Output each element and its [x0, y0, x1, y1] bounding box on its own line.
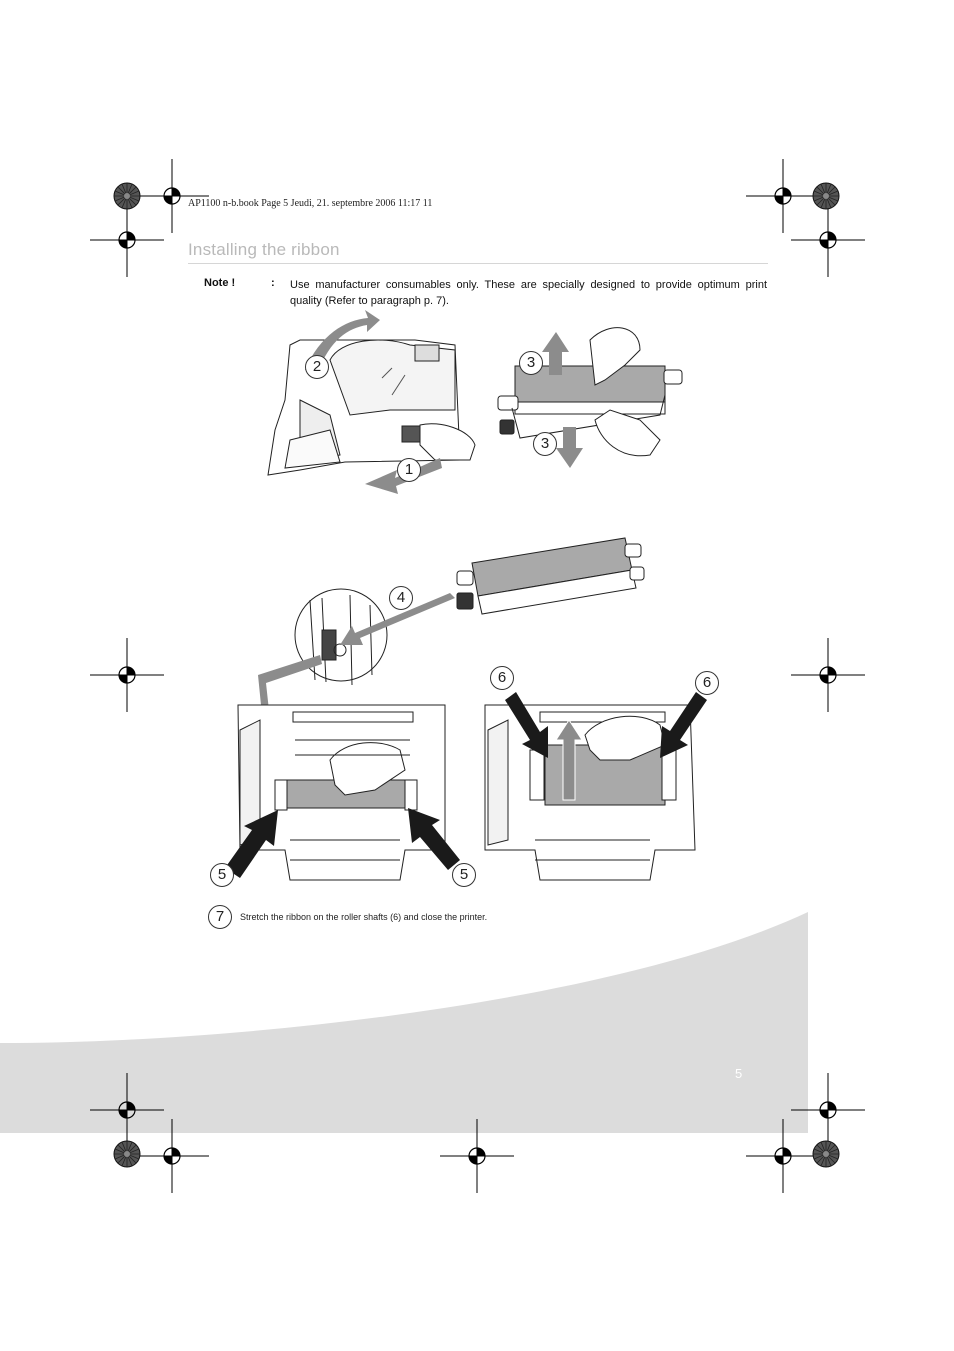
step-3-marker-top: 3 [519, 351, 543, 375]
step-1-marker: 1 [397, 458, 421, 482]
note-label: Note ! [204, 277, 236, 289]
arrow-3-down [556, 427, 583, 468]
ribbon-unwrap-illustration [498, 328, 682, 456]
note-text: Use manufacturer consumables only. These are specially designed to provide optimum print quality (Refer to paragraph p. 7). [290, 279, 767, 307]
printer-insert-illustration [238, 705, 445, 880]
title-divider [188, 263, 768, 264]
step-3-marker-bottom: 3 [533, 432, 557, 456]
detail-circle-illustration [295, 589, 387, 685]
step-7-marker: 7 [208, 905, 232, 929]
section-title: Installing the ribbon [188, 240, 340, 259]
print-info-header: AP1100 n-b.book Page 5 Jeudi, 21. septembre 2006 11:17 11 [188, 198, 433, 209]
step-2-marker: 2 [305, 355, 329, 379]
step-4-marker: 4 [389, 586, 413, 610]
step-5-marker-right: 5 [452, 863, 476, 887]
step-6-marker-right: 6 [695, 671, 719, 695]
step-5-marker-left: 5 [210, 863, 234, 887]
page-number: 5 [735, 1066, 743, 1081]
printer-open-illustration [268, 340, 475, 475]
ribbon-roll-illustration [457, 538, 644, 614]
footer-band [0, 912, 808, 1133]
note-colon: : [271, 277, 275, 289]
step-7-caption: Stretch the ribbon on the roller shafts (6) and close the printer. [240, 912, 488, 922]
step-6-marker-left: 6 [490, 666, 514, 690]
